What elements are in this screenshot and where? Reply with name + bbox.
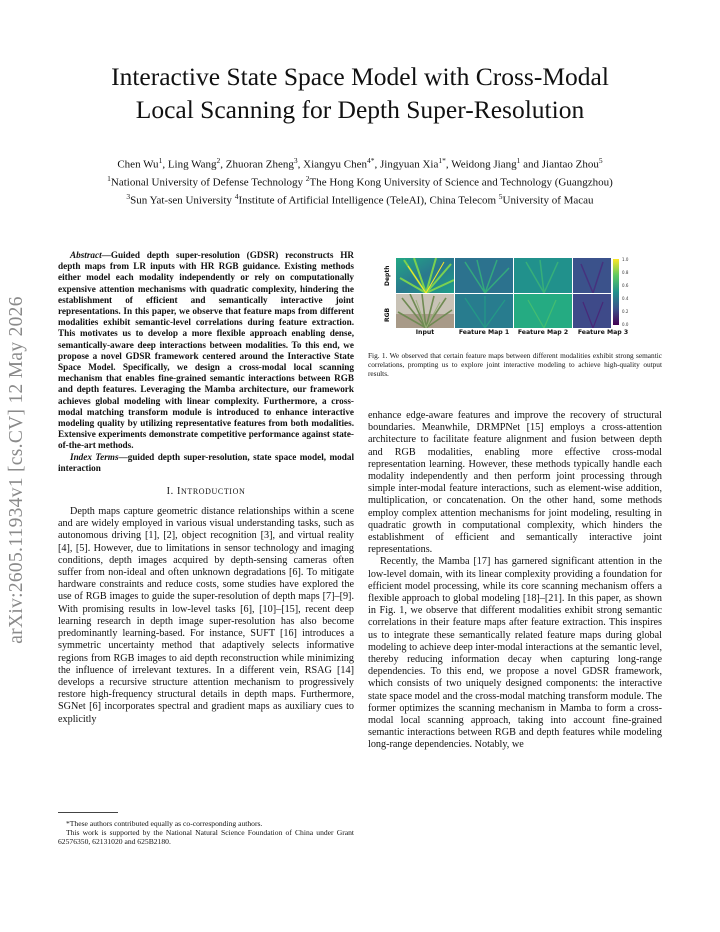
arxiv-identifier: arXiv:2605.11934v1 [cs.CV] 12 May 2026	[6, 296, 27, 644]
depth-feature-map-3	[573, 258, 611, 293]
row-label-rgb: RGB	[384, 307, 391, 322]
depth-feature-map-2	[514, 258, 572, 293]
depth-input-image	[396, 258, 454, 293]
colorbar-tick: 0.8	[622, 270, 629, 275]
author-sup: 2	[216, 156, 221, 165]
abstract-text: —Guided depth super-resolution (GDSR) reconstructs HR depth maps from LR inputs with HR RGB guidance. Existing methods either model each modality independently or rely on computationally expensive attention mechanisms with quadratic complexity, hindering the establishment of efficient and semantically interactive joint representations. In this paper, we observe that feature maps from different modalities exhibit semantic-level correlations during feature extraction. This motivates us to develop a more flexible approach enabling dense, semantically-aware deep interactions between modalities. To this end, we propose a novel GDSR framework centered around the Interactive State Space Model. Specifically, we design a cross-modal local scanning mechanism that enables fine-grained semantic interactions between RGB and depth features. Leveraging the Mamba architecture, our framework achieves global modeling with linear complexity. Furthermore, a cross-modal matching transform module is introduced to enhance interactive modeling quality by utilizing representative features from both modalities. Extensive experiments demonstrate competitive performance against state-of-the-art methods.	[58, 250, 354, 451]
affiliation: Institute of Artificial Intelligence (TeleAI), China Telecom	[238, 194, 499, 207]
right-paragraph-2: Recently, the Mamba [17] has garnered significant attention in the low-level domain, with its linear complexity providing a foundation for efficient model processing, while its core scanning mechanism offers a flexible approach to global modeling [18]–[21]. In this paper, as shown in Fig. 1, we observe that different modalities exhibit strong semantic correlations in their feature maps after feature extraction. This inspires us to integrate these semantically related feature maps during global modeling to achieve deep inter-modal interactions at the semantic level, thereby reducing information decay when capturing long-range dependencies. To this end, we propose a novel GDSR framework, which consists of two uniquely designed components: the interactive state space model and the cross-modal matching transform module. The former optimizes the scanning mechanism in Mamba to form a cross-modal local scanning approach, taking into account fine-grained semantic interactions between RGB and depth features while modeling long-range dependencies. Notably, we	[368, 556, 662, 751]
author: Jiantao Zhou	[541, 158, 599, 171]
abstract-label: Abstract	[70, 250, 102, 260]
colorbar-tick: 0.2	[622, 309, 629, 314]
aff-sup: 4	[234, 192, 239, 202]
aff-sup: 1	[107, 174, 111, 184]
aff-sup: 5	[498, 192, 503, 202]
author: Chen Wu	[117, 158, 159, 171]
colorbar-tick: 0.6	[622, 283, 629, 288]
author-sup: 1*	[438, 156, 446, 165]
author: Ling Wang	[167, 158, 217, 171]
author-sup: 3	[293, 156, 298, 165]
footnote-1: *These authors contributed equally as co-corresponding authors.	[66, 819, 263, 828]
col-label-feature-map-3: Feature Map 3	[577, 329, 629, 336]
left-column	[58, 250, 354, 726]
figure-1	[380, 256, 656, 342]
author: Xiangyu Chen	[303, 158, 368, 171]
footnote-2: This work is supported by the National Natural Science Foundation of China under Grant 62576350, 62131020 and 625B2180.	[58, 828, 354, 847]
right-paragraph-1: enhance edge-aware features and improve the recovery of structural boundaries. Meanwhile, DRMPNet [15] employs a cross-attention architecture to facilitate feature alignment and fusion between depth and RGB modalities, enabling more effective cross-modal representation learning. However, these methods typically handle each modality independently and then perform joint processing through simple inter-modal feature interactions, such as element-wise addition, multiplication, or concatenation. On the other hand, some methods employ complex attention mechanisms for joint modeling, resulting in quadratic growth in computational complexity, which hinders the establishment of efficient and semantically interactive joint representations.	[368, 410, 662, 556]
rgb-feature-map-1	[455, 294, 513, 328]
author: Jingyuan Xia	[380, 158, 439, 171]
row-label-depth: Depth	[384, 265, 391, 286]
title-line-2: Local Scanning for Depth Super-Resolution	[135, 95, 585, 124]
col-label-feature-map-2: Feature Map 2	[517, 329, 569, 336]
affiliation: Sun Yat-sen University	[130, 194, 235, 207]
footnotes	[58, 812, 354, 847]
author-sup: 5	[598, 156, 603, 165]
author: Zhuoran Zheng	[225, 158, 294, 171]
aff-sup: 2	[305, 174, 310, 184]
footnote-rule	[58, 812, 118, 813]
author: Weidong Jiang	[451, 158, 517, 171]
section-caps: NTRODUCTION	[180, 487, 246, 497]
abstract	[58, 250, 354, 474]
colorbar-tick: 0.4	[622, 296, 629, 301]
rgb-input-image	[396, 294, 454, 328]
depth-feature-map-1	[455, 258, 513, 293]
right-column	[368, 410, 662, 752]
affiliation-line-2	[40, 190, 680, 208]
affiliation: The Hong Kong University of Science and Technology (Guangzhou)	[309, 176, 613, 189]
author-names: Chen Wu$^1$, Ling Wang$^2$, Zhuoran Zheng$^3$, Xiangyu Chen$^{4*}$, Jingyuan Xia$^{1*}$, Weidong Jiang$^1$ and Jiantao Zhou$^5$	[117, 156, 603, 171]
rgb-feature-map-3	[573, 294, 611, 328]
aff-sup: 3	[126, 192, 131, 202]
col-label-feature-map-1: Feature Map 1	[458, 329, 510, 336]
affiliation: University of Macau	[502, 194, 594, 207]
figure-caption: Fig. 1. We observed that certain feature maps between different modalities exhibit strong semantic correlations, prompting us to explore joint interactive modeling to achieve high-quality output results.	[368, 351, 662, 378]
affiliation: National University of Defense Technology	[110, 176, 306, 189]
author-block	[40, 154, 680, 208]
colorbar	[613, 259, 619, 325]
author-sup: 4*	[367, 156, 375, 165]
rgb-feature-map-2	[514, 294, 572, 328]
author-sup: 1	[158, 156, 163, 165]
index-terms: —guided depth super-resolution, state space model, modal interaction	[58, 451, 354, 473]
colorbar-tick: 0.0	[622, 322, 629, 327]
index-terms-label: Index Terms	[70, 451, 119, 462]
affiliation-line-1	[40, 172, 680, 190]
paper-title	[60, 60, 660, 126]
section-initial: I	[176, 486, 181, 498]
intro-paragraph: Depth maps capture geometric distance relationships within a scene and are widely employed in various visual understanding tasks, such as autonomous driving [1], [2], object recognition [3], and virtual reality [4], [5]. However, due to limitations in sensor technology and imaging conditions, depth images acquired by depth-sensing cameras often suffer from non-ideal and often unknown degradations [6]. To mitigate hardware constraints and reduce costs, some studies have explored the use of RGB images to guide the super-resolution of depth maps [7]–[9]. With promising results in low-level tasks [6], [10]–[15], recent deep learning research in depth image super-resolution has also become predominantly learning-based. For instance, SUFT [16] introduces a symmetric uncertainty method that adaptively selects informative regions from RGB images to aid depth reconstruction while minimizing the influence of irrelevant textures. In a different vein, RSAG [14] develops a recursive structure attention mechanism to progressively restore high-frequency structural details in depth maps. Furthermore, SGNet [6] incorporates spectral and gradient maps as auxiliary cues to explicitly	[58, 506, 354, 725]
section-numeral: I.	[166, 486, 177, 498]
author-sup: 1	[516, 156, 521, 165]
section-heading-introduction	[58, 486, 354, 497]
colorbar-tick: 1.0	[622, 257, 629, 262]
title-line-1: Interactive State Space Model with Cross-Modal	[111, 62, 609, 91]
col-label-input: Input	[415, 329, 435, 336]
